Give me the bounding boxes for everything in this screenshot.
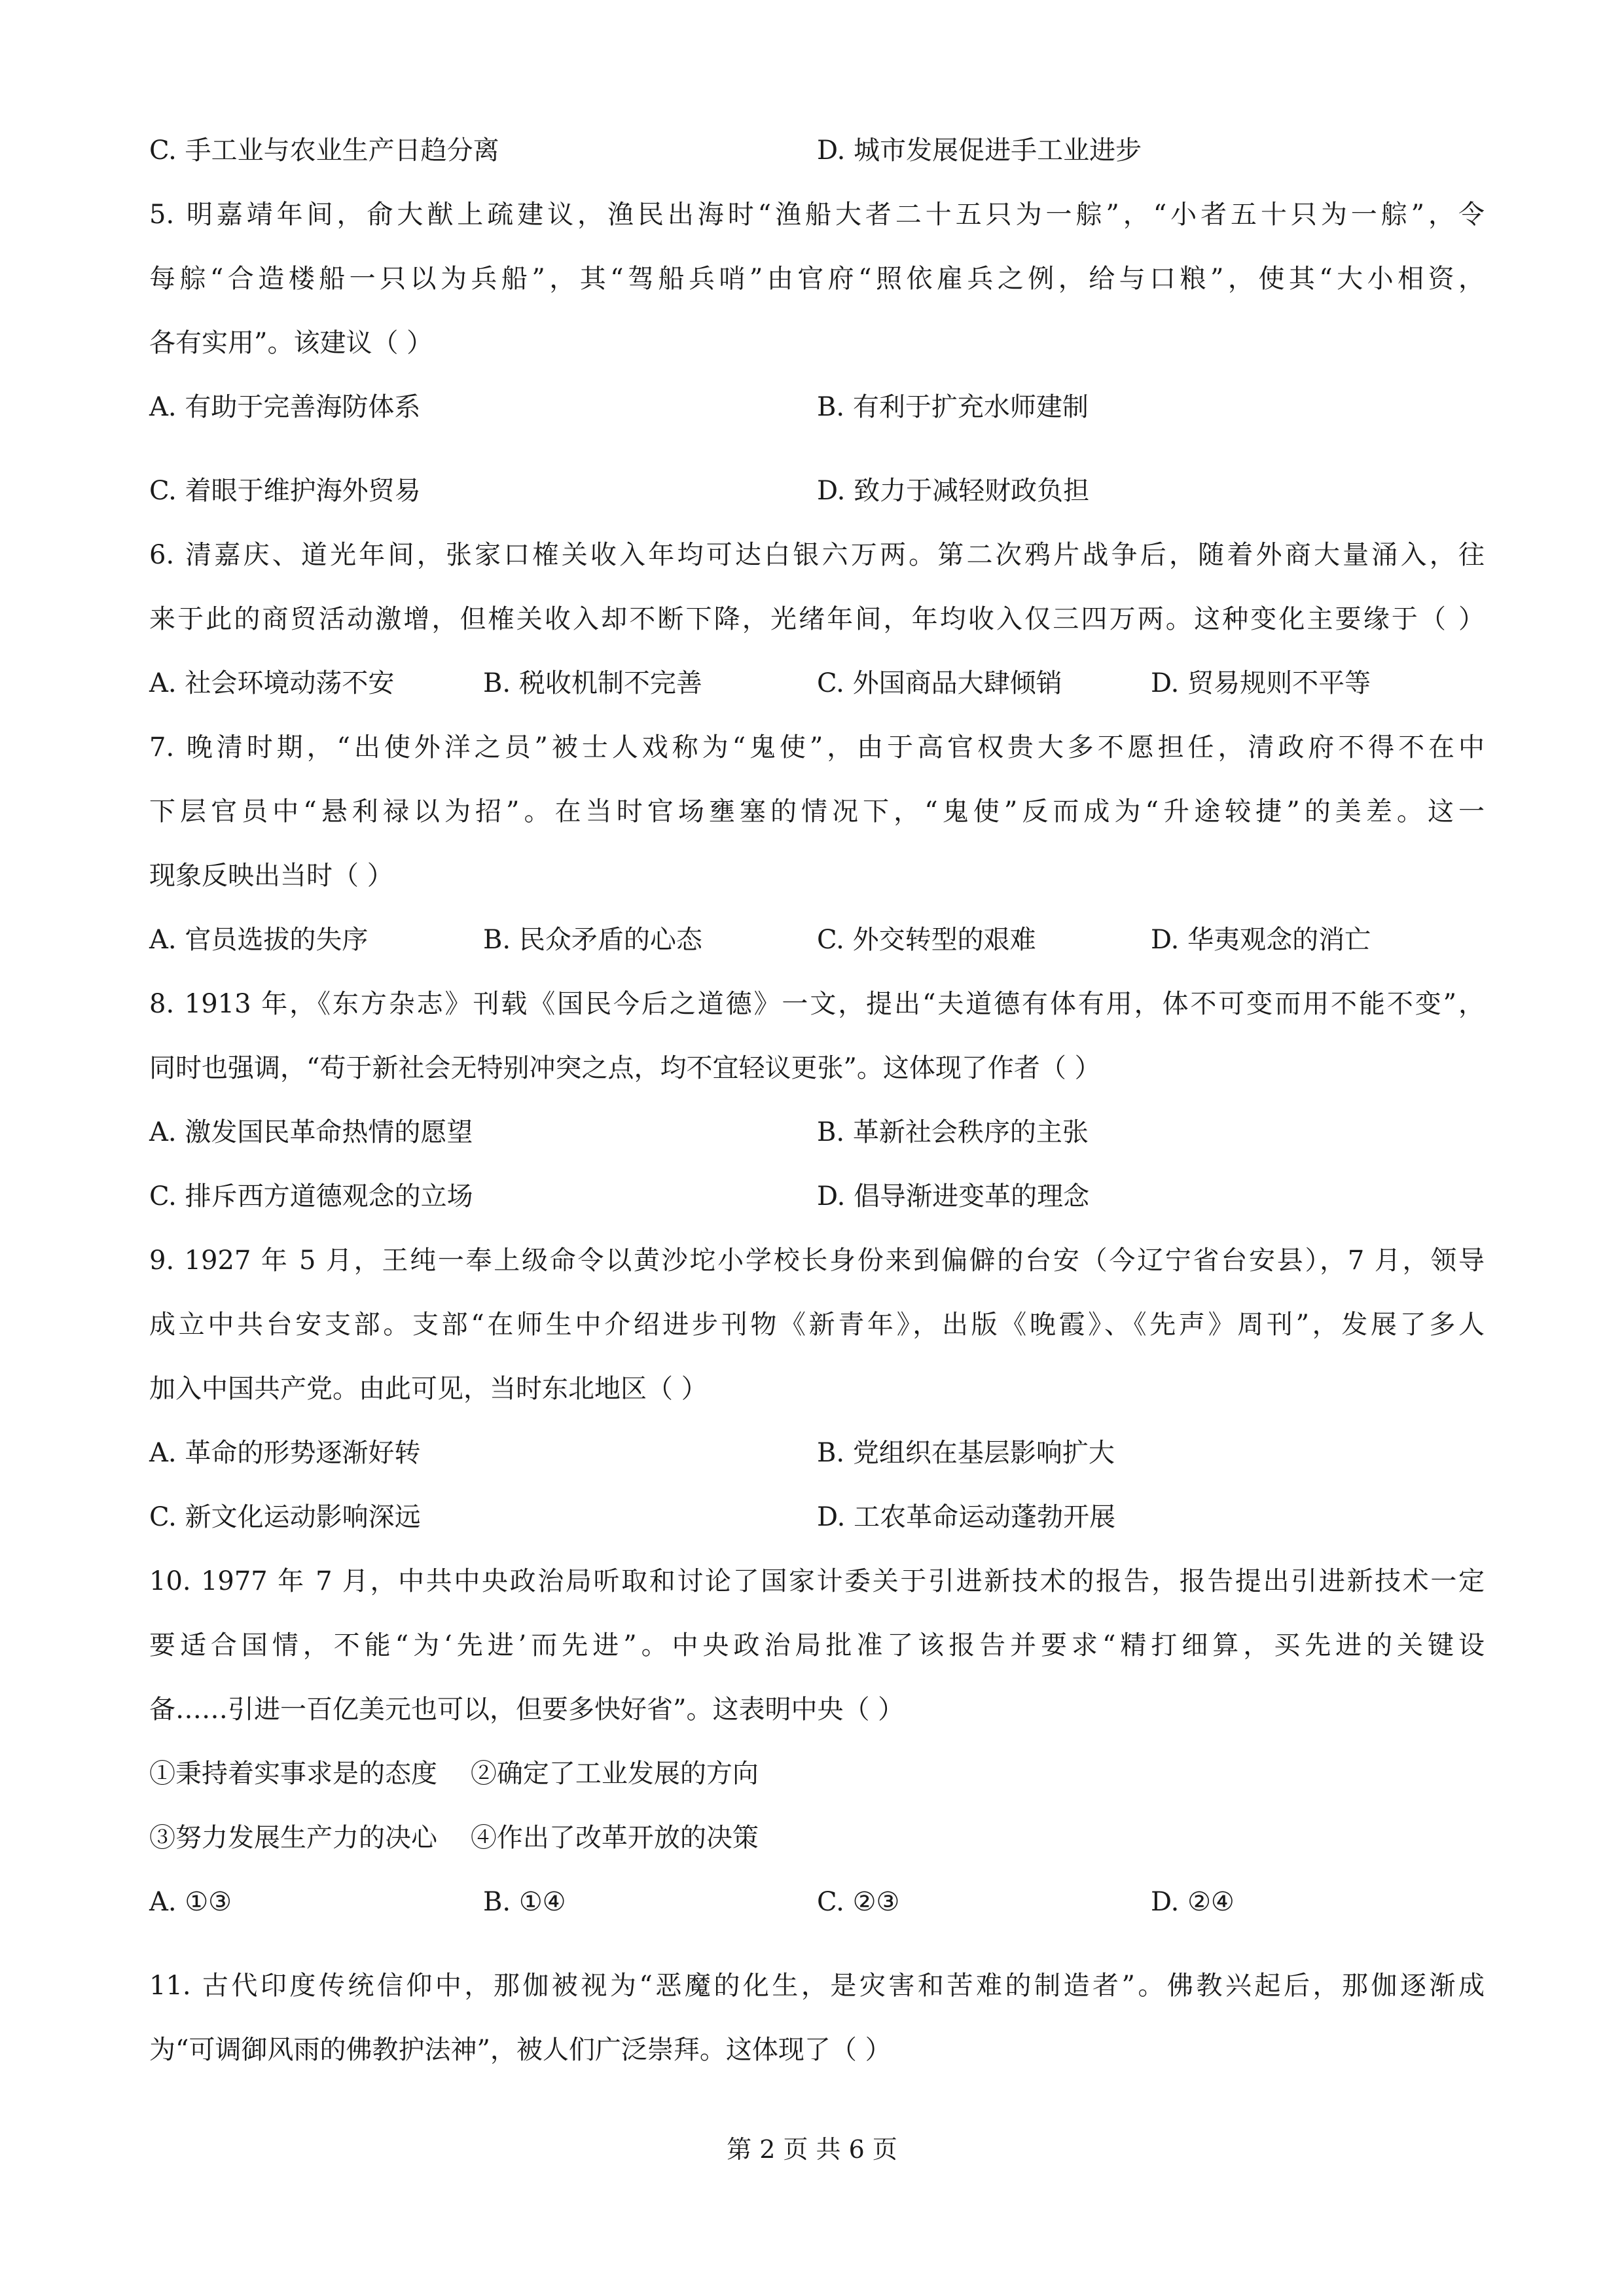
question-6	[149, 534, 1485, 640]
q9-options-row-2	[149, 1496, 1485, 1538]
option-b: B. 税收机制不完善	[483, 668, 702, 698]
option-d: D. 城市发展促进手工业进步	[817, 135, 1142, 166]
option-a: A. 革命的形势逐渐好转	[149, 1438, 421, 1468]
question-line: 备……引进一百亿美元也可以，但要多快好省”。这表明中央（ ）	[149, 1695, 905, 1725]
option-b: B. 民众矛盾的心态	[483, 925, 702, 955]
option-c: C. 排斥西方道德观念的立场	[149, 1181, 473, 1211]
option-a: A. 有助于完善海防体系	[149, 392, 421, 422]
option-d: D. ②④	[1151, 1887, 1235, 1917]
q7-options-row	[149, 919, 1485, 961]
statement-line: ①秉持着实事求是的态度 ②确定了工业发展的方向	[149, 1759, 759, 1789]
prev-options-row	[149, 130, 1485, 171]
question-line: 10. 1977 年 7 月，中共中央政治局听取和讨论了国家计委关于引进新技术的报告，报告提出引进新技术一定	[149, 1566, 1485, 1596]
question-line: 同时也强调，“苟于新社会无特别冲突之点，均不宜轻议更张”。这体现了作者（ ）	[149, 1053, 1101, 1083]
option-a: A. 官员选拔的失序	[149, 925, 369, 955]
question-7	[149, 726, 1485, 897]
option-c: C. 外交转型的艰难	[817, 925, 1036, 955]
option-b: B. 有利于扩充水师建制	[817, 392, 1089, 422]
question-9	[149, 1240, 1485, 1410]
option-b: B. 党组织在基层影响扩大	[817, 1438, 1115, 1468]
option-a: A. ①③	[149, 1887, 232, 1917]
question-line: 7. 晚清时期，“出使外洋之员”被士人戏称为“鬼使”，由于高官权贵大多不愿担任，清政府不得不在中	[149, 732, 1485, 762]
option-c: C. 新文化运动影响深远	[149, 1502, 421, 1532]
q8-options-row-1	[149, 1111, 1485, 1153]
option-d: D. 倡导渐进变革的理念	[817, 1181, 1090, 1211]
option-a: A. 社会环境动荡不安	[149, 668, 395, 698]
option-b: B. 革新社会秩序的主张	[817, 1117, 1089, 1147]
page-content	[149, 130, 1485, 2071]
question-line: 8. 1913 年，《东方杂志》刊载《国民今后之道德》一文，提出“夫道德有体有用，体不可变而用不能不变”，	[149, 989, 1485, 1019]
q5-options-row-1	[149, 386, 1485, 428]
question-line: 要适合国情，不能“为‘先进’而先进”。中央政治局批准了该报告并要求“精打细算，买先进的关键设	[149, 1630, 1485, 1660]
question-line: 11. 古代印度传统信仰中，那伽被视为“恶魔的化生，是灾害和苦难的制造者”。佛教兴起后，那伽逐渐成	[149, 1971, 1485, 2001]
q6-options-row	[149, 662, 1485, 704]
question-11	[149, 1965, 1485, 2071]
question-line: 加入中国共产党。由此可见，当时东北地区（ ）	[149, 1374, 708, 1404]
question-line: 为“可调御风雨的佛教护法神”，被人们广泛崇拜。这体现了（ ）	[149, 2035, 892, 2065]
option-c: C. 着眼于维护海外贸易	[149, 476, 421, 506]
question-line: 9. 1927 年 5 月，王纯一奉上级命令以黄沙坨小学校长身份来到偏僻的台安（今辽宁省台安县），7 月，领导	[149, 1246, 1485, 1276]
question-line: 6. 清嘉庆、道光年间，张家口榷关收入年均可达白银六万两。第二次鸦片战争后，随着外商大量涌入，往	[149, 540, 1485, 570]
question-5	[149, 194, 1485, 364]
option-d: D. 华夷观念的消亡	[1151, 925, 1371, 955]
page-number-footer: 第 2 页 共 6 页	[727, 2135, 897, 2164]
question-line: 来于此的商贸活动激增，但榷关收入却不断下降，光绪年间，年均收入仅三四万两。这种变化主要缘于（ ）	[149, 604, 1485, 634]
question-8	[149, 983, 1485, 1089]
option-a: A. 激发国民革命热情的愿望	[149, 1117, 473, 1147]
q9-options-row-1	[149, 1432, 1485, 1474]
option-c: C. 外国商品大肆倾销	[817, 668, 1062, 698]
q5-options-row-2	[149, 470, 1485, 512]
option-c: C. ②③	[817, 1887, 900, 1917]
q10-options-row	[149, 1881, 1485, 1923]
question-line: 5. 明嘉靖年间，俞大猷上疏建议，渔民出海时“渔船大者二十五只为一䑸”，“小者五十只为一䑸”，令	[149, 200, 1485, 230]
option-d: D. 致力于减轻财政负担	[817, 476, 1090, 506]
question-line: 现象反映出当时（ ）	[149, 861, 393, 891]
statement-line: ③努力发展生产力的决心 ④作出了改革开放的决策	[149, 1823, 759, 1853]
option-b: B. ①④	[483, 1887, 566, 1917]
question-10	[149, 1560, 1485, 1731]
question-line: 下层官员中“悬利禄以为招”。在当时官场壅塞的情况下，“鬼使”反而成为“升途较捷”的美差。这一	[149, 797, 1485, 827]
question-line: 各有实用”。该建议（ ）	[149, 328, 433, 358]
question-line: 成立中共台安支部。支部“在师生中介绍进步刊物《新青年》，出版《晚霞》、《先声》周刊”，发展了多人	[149, 1310, 1485, 1340]
question-line: 每䑸“合造楼船一只以为兵船”，其“驾船兵哨”由官府“照依雇兵之例，给与口粮”，使其“大小相资，	[149, 264, 1485, 294]
option-d: D. 贸易规则不平等	[1151, 668, 1371, 698]
option-c: C. 手工业与农业生产日趋分离	[149, 135, 499, 166]
option-d: D. 工农革命运动蓬勃开展	[817, 1502, 1116, 1532]
q8-options-row-2	[149, 1175, 1485, 1217]
